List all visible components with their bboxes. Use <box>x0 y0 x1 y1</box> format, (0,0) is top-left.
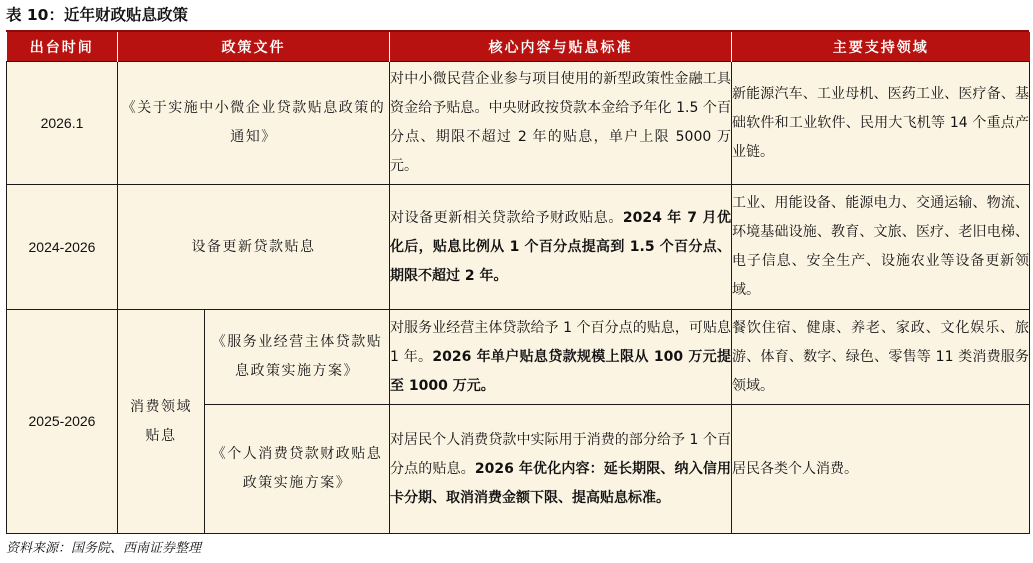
core-text: 对服务业经营主体贷款给予 1 个百分点的贴息，可贴息 1 年。 <box>390 319 731 365</box>
cell-support: 工业、用能设备、能源电力、交通运输、物流、环境基础设施、教育、文旅、医疗、老旧电梯、电子信息、安全生产、设施农业等设备更新领域。 <box>732 185 1030 310</box>
policy-table <box>6 32 1030 534</box>
header-support: 主要支持领域 <box>732 32 1030 62</box>
header-time: 出台时间 <box>7 32 118 62</box>
cell-doc: 《关于实施中小微企业贷款贴息政策的通知》 <box>118 62 390 185</box>
cell-time: 2024-2026 <box>7 185 118 310</box>
cell-core <box>390 310 732 405</box>
core-text: 对中小微民营企业参与项目使用的新型政策性金融工具资金给予贴息。中央财政按贷款本金给予年化 1.5 个百分点、期限不超过 2 年的贴息，单户上限 5000 万元。 <box>390 71 731 174</box>
cell-core <box>390 62 732 185</box>
core-text-bold: 2026 年优化内容：延长期限、纳入信用卡分期、取消消费金额下限、提高贴息标准。 <box>390 460 731 506</box>
cell-core <box>390 405 732 534</box>
core-text: 对设备更新相关贷款给予财政贴息。 <box>390 209 623 226</box>
table-row <box>7 185 1030 310</box>
cell-core <box>390 185 732 310</box>
header-doc: 政策文件 <box>118 32 390 62</box>
cell-support: 新能源汽车、工业母机、医药工业、医疗备、基础软件和工业软件、民用大飞机等 14 个重点产业链。 <box>732 62 1030 185</box>
header-core: 核心内容与贴息标准 <box>390 32 732 62</box>
core-text: 对居民个人消费贷款中实际用于消费的部分给予 1 个百分点的贴息。 <box>390 431 731 477</box>
cell-support: 餐饮住宿、健康、养老、家政、文化娱乐、旅游、体育、数字、绿色、零售等 11 类消费服务领域。 <box>732 310 1030 405</box>
core-text-bold: 2024 年 7 月优化后，贴息比例从 1 个百分点提高到 1.5 个百分点、期限不超过 2 年。 <box>390 209 732 284</box>
category-text: 消费领域贴息 <box>129 398 192 444</box>
table-row <box>7 62 1030 185</box>
cell-doc: 设备更新贷款贴息 <box>118 185 390 310</box>
cell-time: 2025-2026 <box>7 310 118 534</box>
cell-support: 居民各类个人消费。 <box>732 405 1030 534</box>
core-text-bold: 2026 年单户贴息贷款规模上限从 100 万元提至 1000 万元。 <box>390 348 732 394</box>
cell-time: 2026.1 <box>7 62 118 185</box>
table-header-row <box>7 32 1030 62</box>
table-title: 表 10：近年财政贴息政策 <box>6 6 188 24</box>
cell-category <box>118 310 205 534</box>
cell-doc: 《服务业经营主体贷款贴息政策实施方案》 <box>205 310 390 405</box>
source-note: 资料来源：国务院、西南证券整理 <box>6 541 202 556</box>
cell-doc: 《个人消费贷款财政贴息政策实施方案》 <box>205 405 390 534</box>
table-row <box>7 310 1030 405</box>
